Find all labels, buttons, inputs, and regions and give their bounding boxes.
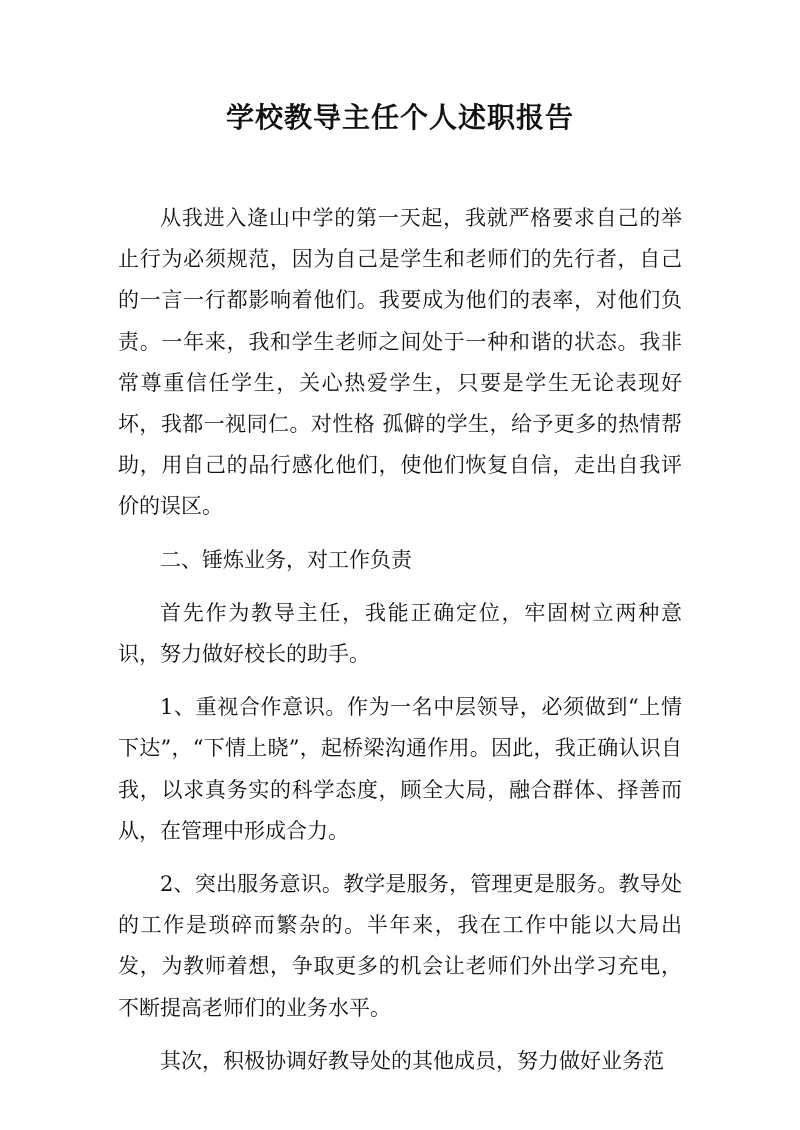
- paragraph-second: 其次，积极协调好教导处的其他成员，努力做好业务范: [160, 1048, 664, 1073]
- paragraph-intro: 从我进入逄山中学的第一天起，我就严格要求自己的举止行为必须规范，因为自己是学生和老师们的先行者，自己的一言一行都影响着他们。我要成为他们的表率，对他们负责。一年来，我和学生老师之间处于一种和谐的状态。我非常尊重信任学生，关心热爱学生，只要是学生无论表现好坏，我都一视同仁。对性格 孤僻的学生，给予更多的热情帮助，用自己的品行感化他们，使他们恢复自信，走出自我评价的误区。: [118, 206, 682, 519]
- paragraph-first: 首先作为教导主任，我能正确定位，牢固树立两种意识，努力做好校长的助手。: [118, 600, 682, 667]
- section-heading-2: 二、锤炼业务，对工作负责: [160, 547, 412, 572]
- document-body: [118, 198, 682, 1094]
- paragraph-cooperation: 1、重视合作意识。作为一名中层领导，必须做到“上情下达”，“下情上晓”，起桥梁沟通作用。因此，我正确认识自我，以求真务实的科学态度，顾全大局，融合群体、择善而从，在管理中形成合力。: [118, 695, 682, 843]
- document-title: 学校教导主任个人述职报告: [225, 101, 574, 134]
- paragraph-service: 2、突出服务意识。教学是服务，管理更是服务。教导处的工作是琐碎而繁杂的。半年来，我在工作中能以大局出发，为教师着想，争取更多的机会让老师们外出学习充电，不断提高老师们的业务水平。: [118, 872, 682, 1020]
